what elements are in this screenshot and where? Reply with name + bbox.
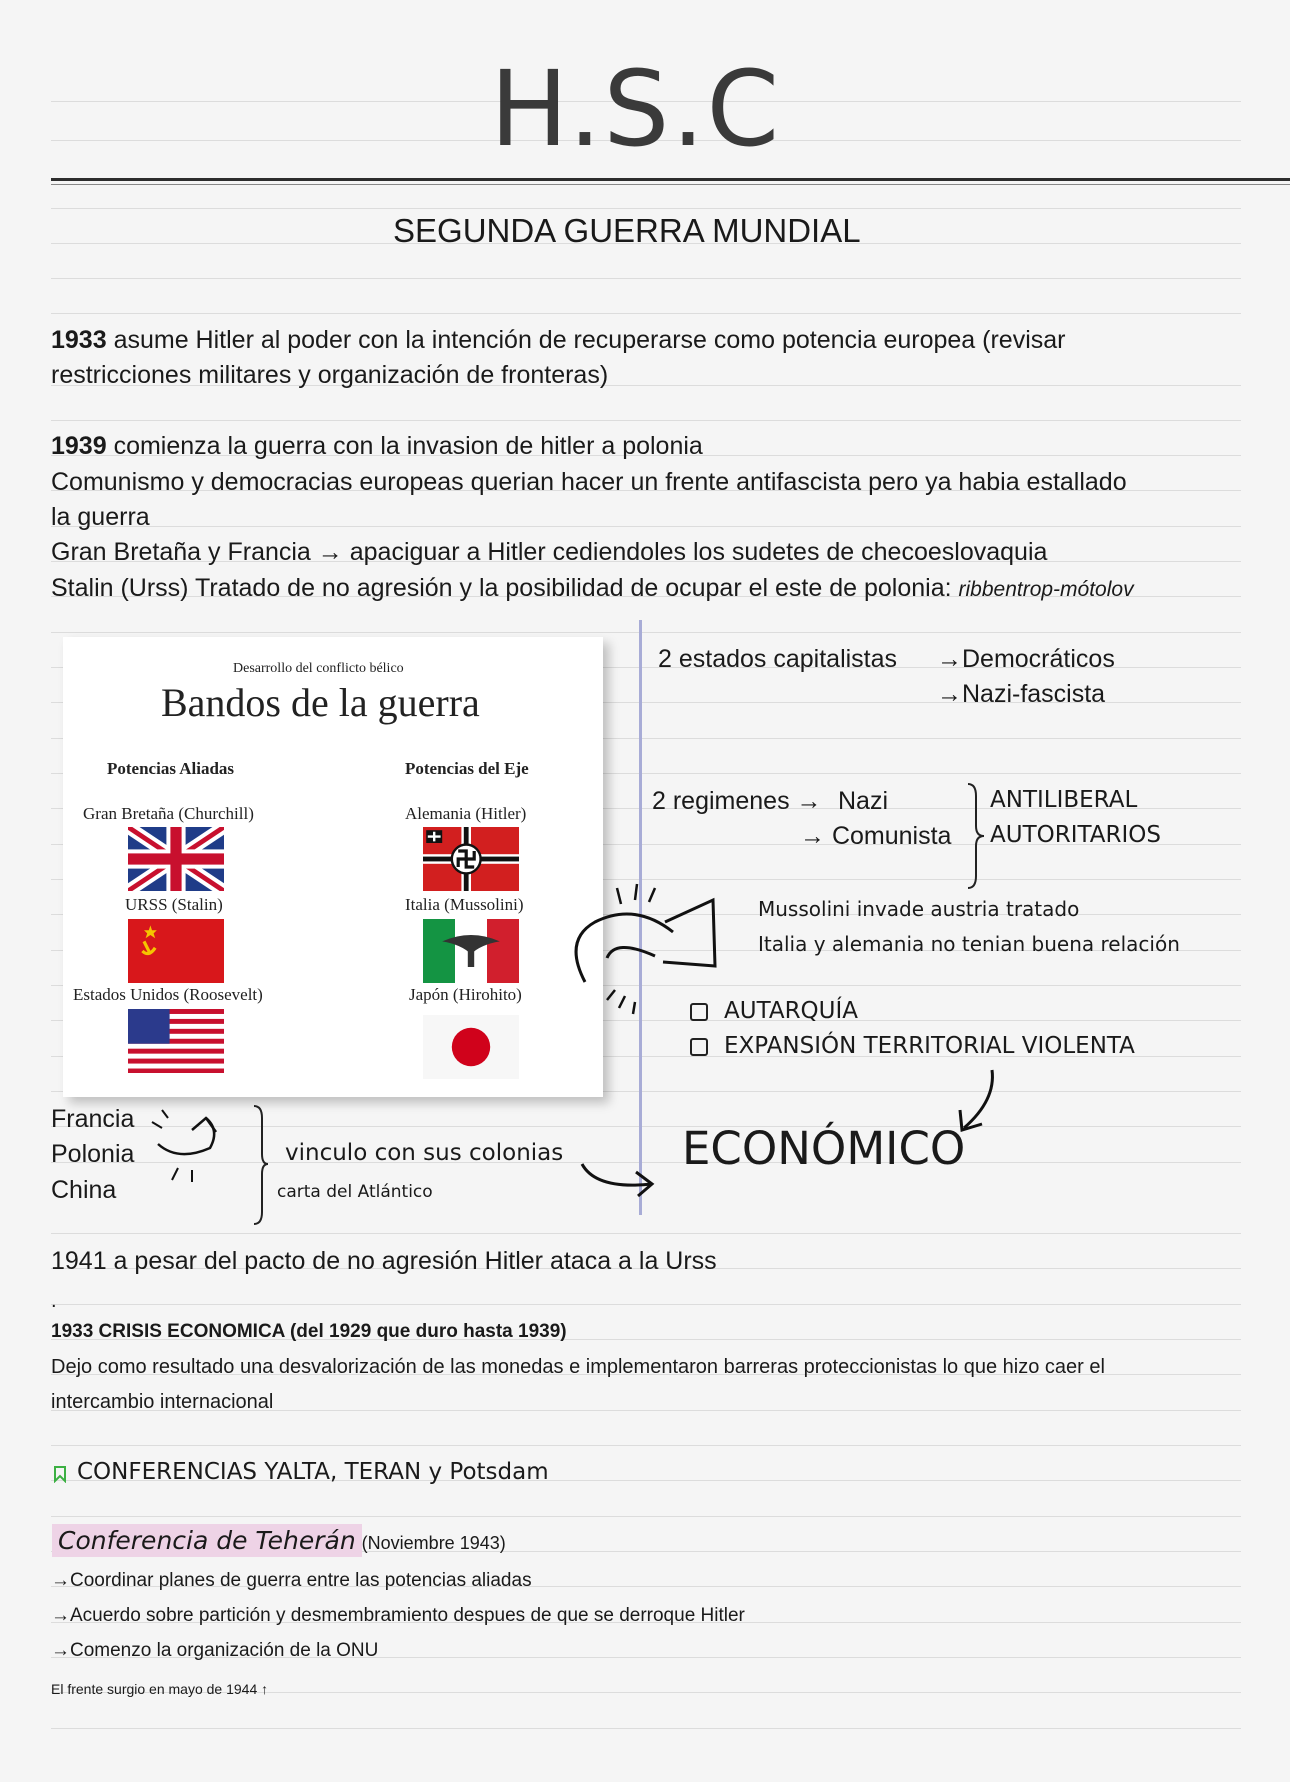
country-francia: Francia [51,1105,135,1133]
country-china: China [51,1176,117,1204]
note-authoritarian: AUTORITARIOS [990,822,1161,848]
note-colonies: vinculo con sus colonias [285,1140,564,1166]
tehran-item-3: →Comenzo la organización de la ONU [51,1640,379,1661]
note-regimes: 2 regimenes → [652,787,822,815]
right-arrow-icon [578,1156,658,1202]
note-expansion: EXPANSIÓN TERRITORIAL VIOLENTA [690,1033,1135,1059]
note-communist: → Comunista [800,822,952,850]
bookmark-icon [53,1465,67,1483]
brace-icon [966,782,986,890]
axis-header: Potencias del Eje [405,759,529,778]
crisis-text-line1: Dejo como resultado una desvalorización de las monedas e implementaron barreras proteccionistas lo que hizo caer el [51,1356,1105,1378]
war-sides-image [63,637,603,1097]
crisis-text-line2: intercambio internacional [51,1391,274,1413]
page-title: H.S.C [490,48,782,170]
note-economic: ECONÓMICO [682,1122,966,1175]
conferences-heading: CONFERENCIAS YALTA, TERAN y Potsdam [77,1459,549,1485]
tehran-item-2: →Acuerdo sobre partición y desmembramiento despues de que se derroque Hitler [51,1605,745,1626]
japan-flag-icon [423,1015,519,1079]
title-divider [51,178,1290,181]
note-democratic: →Democráticos [937,645,1115,673]
usa-flag-icon [128,1009,224,1073]
paragraph-communism-cont: la guerra [51,503,150,531]
note-antiliberal: ANTILIBERAL [990,787,1138,813]
ally-urss-label: URSS (Stalin) [125,895,223,914]
note-nazi-fascist: →Nazi-fascista [937,680,1106,708]
cycle-arrow-icon [148,1108,228,1188]
autarky-checkbox[interactable] [690,1003,708,1021]
note-autarky: AUTARQUÍA [690,998,858,1024]
title-divider-thin [51,184,1290,185]
axis-germany-label: Alemania (Hitler) [405,804,527,823]
note-atlantic: carta del Atlántico [277,1182,433,1202]
italy-flag-icon [423,919,519,983]
note-capitalist: 2 estados capitalistas [658,645,898,673]
ally-usa-label: Estados Unidos (Roosevelt) [73,985,263,1004]
crisis-title: 1933 CRISIS ECONOMICA (del 1929 que duro hasta 1939) [51,1321,567,1342]
paragraph-stalin: Stalin (Urss) Tratado de no agresión y la posibilidad de ocupar el este de polonia: ribbentrop-mótolov [51,574,1134,602]
paragraph-1933-cont: restricciones militares y organización de fronteras) [51,361,609,389]
tehran-item-1: →Coordinar planes de guerra entre las potencias aliadas [51,1570,532,1591]
paragraph-1939: 1939 comienza la guerra con la invasion de hitler a polonia [51,432,703,460]
country-polonia: Polonia [51,1140,135,1168]
event-1941: 1941 a pesar del pacto de no agresión Hitler ataca a la Urss [51,1247,717,1275]
uk-flag-icon [128,827,224,891]
tehran-heading: Conferencia de Teherán (Noviembre 1943) [52,1526,506,1555]
paragraph-1933: 1933 asume Hitler al poder con la intención de recuperarse como potencia europea (revisar [51,326,1066,354]
stray-dot: . [51,1290,57,1312]
ussr-flag-icon [128,919,224,983]
card-caption: Desarrollo del conflicto bélico [233,661,404,676]
allies-header: Potencias Aliadas [107,759,235,778]
footnote: El frente surgio en mayo de 1944 ↑ [51,1681,269,1697]
expansion-checkbox[interactable] [690,1038,708,1056]
germany-flag-icon [423,827,519,891]
paragraph-appeasement: Gran Bretaña y Francia → apaciguar a Hitler cediendoles los sudetes de checoeslovaquia [51,538,1048,566]
left-brace-icon [250,1104,270,1226]
note-mussolini: Mussolini invade austria tratado [758,897,1080,921]
ally-uk-label: Gran Bretaña (Churchill) [83,804,254,823]
note-nazi: Nazi [838,787,889,815]
axis-japan-label: Japón (Hirohito) [409,985,522,1004]
card-title: Bandos de la guerra [161,680,480,725]
paragraph-communism: Comunismo y democracias europeas querian hacer un frente antifascista pero ya habia estallado [51,468,1127,496]
axis-italy-label: Italia (Mussolini) [405,895,524,914]
section-title: SEGUNDA GUERRA MUNDIAL [393,212,861,249]
note-italy-germany: Italia y alemania no tenian buena relación [758,932,1180,956]
